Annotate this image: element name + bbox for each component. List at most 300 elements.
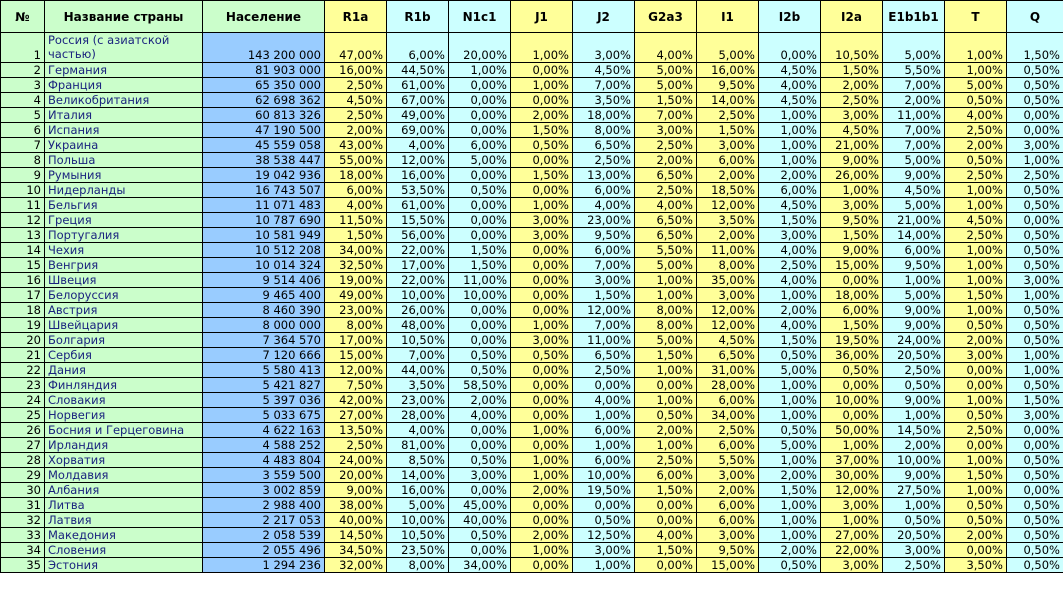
cell-i2a[interactable]: 3,00% <box>821 108 883 123</box>
cell-r1a[interactable]: 42,00% <box>325 393 387 408</box>
cell-i2a[interactable]: 9,00% <box>821 153 883 168</box>
cell-t[interactable]: 2,50% <box>945 423 1007 438</box>
cell-j2[interactable]: 1,00% <box>573 558 635 573</box>
cell-i1[interactable]: 12,00% <box>697 318 759 333</box>
cell-j1[interactable]: 3,00% <box>511 333 573 348</box>
cell-i2b[interactable]: 1,00% <box>759 378 821 393</box>
cell-n1c1[interactable]: 0,00% <box>449 303 511 318</box>
cell-number[interactable]: 31 <box>1 498 45 513</box>
cell-n1c1[interactable]: 10,00% <box>449 288 511 303</box>
cell-country[interactable]: Молдавия <box>45 468 203 483</box>
cell-e1b1b1[interactable]: 6,00% <box>883 243 945 258</box>
cell-country[interactable]: Белоруссия <box>45 288 203 303</box>
cell-i1[interactable]: 9,50% <box>697 78 759 93</box>
cell-r1b[interactable]: 23,00% <box>387 393 449 408</box>
cell-j2[interactable]: 11,00% <box>573 333 635 348</box>
cell-i2a[interactable]: 19,50% <box>821 333 883 348</box>
cell-n1c1[interactable]: 0,00% <box>449 483 511 498</box>
cell-g2a3[interactable]: 5,00% <box>635 63 697 78</box>
cell-j1[interactable]: 0,00% <box>511 183 573 198</box>
cell-e1b1b1[interactable]: 7,00% <box>883 138 945 153</box>
cell-j2[interactable]: 3,00% <box>573 33 635 63</box>
header-cell-population[interactable]: Население <box>203 1 325 33</box>
cell-r1a[interactable]: 49,00% <box>325 288 387 303</box>
cell-population[interactable]: 7 364 570 <box>203 333 325 348</box>
cell-country[interactable]: Сербия <box>45 348 203 363</box>
cell-i2a[interactable]: 27,00% <box>821 528 883 543</box>
cell-r1a[interactable]: 4,50% <box>325 93 387 108</box>
cell-n1c1[interactable]: 0,00% <box>449 93 511 108</box>
cell-j1[interactable]: 0,50% <box>511 138 573 153</box>
header-cell-i2a[interactable]: I2a <box>821 1 883 33</box>
cell-j2[interactable]: 23,00% <box>573 213 635 228</box>
header-cell-t[interactable]: T <box>945 1 1007 33</box>
cell-population[interactable]: 3 559 500 <box>203 468 325 483</box>
cell-population[interactable]: 5 397 036 <box>203 393 325 408</box>
cell-r1a[interactable]: 11,50% <box>325 213 387 228</box>
cell-i2b[interactable]: 4,00% <box>759 318 821 333</box>
cell-population[interactable]: 8 460 390 <box>203 303 325 318</box>
cell-population[interactable]: 65 350 000 <box>203 78 325 93</box>
cell-country[interactable]: Испания <box>45 123 203 138</box>
cell-j2[interactable]: 1,50% <box>573 288 635 303</box>
cell-t[interactable]: 2,00% <box>945 528 1007 543</box>
cell-population[interactable]: 3 002 859 <box>203 483 325 498</box>
cell-r1b[interactable]: 10,50% <box>387 528 449 543</box>
cell-g2a3[interactable]: 0,50% <box>635 408 697 423</box>
cell-r1b[interactable]: 22,00% <box>387 273 449 288</box>
cell-q[interactable]: 0,50% <box>1007 63 1063 78</box>
cell-country[interactable]: Дания <box>45 363 203 378</box>
cell-i1[interactable]: 2,00% <box>697 168 759 183</box>
cell-i1[interactable]: 16,00% <box>697 63 759 78</box>
cell-r1a[interactable]: 7,50% <box>325 378 387 393</box>
cell-i1[interactable]: 6,50% <box>697 348 759 363</box>
cell-n1c1[interactable]: 45,00% <box>449 498 511 513</box>
cell-g2a3[interactable]: 0,00% <box>635 558 697 573</box>
cell-i2b[interactable]: 4,50% <box>759 198 821 213</box>
cell-j1[interactable]: 0,00% <box>511 288 573 303</box>
cell-population[interactable]: 5 033 675 <box>203 408 325 423</box>
cell-i1[interactable]: 8,00% <box>697 258 759 273</box>
cell-i2a[interactable]: 1,00% <box>821 438 883 453</box>
cell-r1a[interactable]: 2,50% <box>325 78 387 93</box>
cell-j1[interactable]: 3,00% <box>511 228 573 243</box>
cell-n1c1[interactable]: 0,50% <box>449 453 511 468</box>
cell-number[interactable]: 15 <box>1 258 45 273</box>
cell-q[interactable]: 1,50% <box>1007 393 1063 408</box>
cell-r1a[interactable]: 2,00% <box>325 123 387 138</box>
cell-country[interactable]: Германия <box>45 63 203 78</box>
cell-t[interactable]: 0,50% <box>945 93 1007 108</box>
cell-t[interactable]: 1,00% <box>945 243 1007 258</box>
cell-e1b1b1[interactable]: 20,50% <box>883 348 945 363</box>
cell-j2[interactable]: 7,00% <box>573 78 635 93</box>
cell-country[interactable]: Россия (с азиатской частью) <box>45 33 203 63</box>
cell-t[interactable]: 0,00% <box>945 543 1007 558</box>
cell-i1[interactable]: 11,00% <box>697 243 759 258</box>
cell-i1[interactable]: 5,50% <box>697 453 759 468</box>
cell-i2b[interactable]: 1,00% <box>759 408 821 423</box>
cell-i1[interactable]: 6,00% <box>697 513 759 528</box>
cell-number[interactable]: 22 <box>1 363 45 378</box>
cell-j1[interactable]: 0,00% <box>511 378 573 393</box>
cell-r1b[interactable]: 5,00% <box>387 498 449 513</box>
cell-population[interactable]: 9 465 400 <box>203 288 325 303</box>
cell-number[interactable]: 35 <box>1 558 45 573</box>
cell-r1b[interactable]: 10,00% <box>387 288 449 303</box>
cell-country[interactable]: Франция <box>45 78 203 93</box>
header-cell-j2[interactable]: J2 <box>573 1 635 33</box>
cell-e1b1b1[interactable]: 9,00% <box>883 303 945 318</box>
cell-r1a[interactable]: 16,00% <box>325 63 387 78</box>
cell-i2b[interactable]: 4,50% <box>759 63 821 78</box>
cell-r1b[interactable]: 3,50% <box>387 378 449 393</box>
cell-r1b[interactable]: 14,00% <box>387 468 449 483</box>
cell-number[interactable]: 26 <box>1 423 45 438</box>
cell-j2[interactable]: 2,50% <box>573 153 635 168</box>
cell-q[interactable]: 0,00% <box>1007 423 1063 438</box>
cell-g2a3[interactable]: 7,00% <box>635 108 697 123</box>
cell-r1b[interactable]: 4,00% <box>387 138 449 153</box>
cell-q[interactable]: 0,50% <box>1007 243 1063 258</box>
cell-country[interactable]: Греция <box>45 213 203 228</box>
cell-country[interactable]: Италия <box>45 108 203 123</box>
cell-j2[interactable]: 3,50% <box>573 93 635 108</box>
cell-r1b[interactable]: 69,00% <box>387 123 449 138</box>
cell-e1b1b1[interactable]: 5,00% <box>883 288 945 303</box>
cell-number[interactable]: 20 <box>1 333 45 348</box>
cell-j1[interactable]: 0,00% <box>511 438 573 453</box>
cell-e1b1b1[interactable]: 9,50% <box>883 258 945 273</box>
cell-e1b1b1[interactable]: 7,00% <box>883 78 945 93</box>
cell-population[interactable]: 4 483 804 <box>203 453 325 468</box>
cell-q[interactable]: 0,50% <box>1007 333 1063 348</box>
cell-i1[interactable]: 2,00% <box>697 483 759 498</box>
cell-e1b1b1[interactable]: 5,00% <box>883 153 945 168</box>
cell-i2b[interactable]: 2,00% <box>759 468 821 483</box>
cell-country[interactable]: Польша <box>45 153 203 168</box>
cell-e1b1b1[interactable]: 2,50% <box>883 363 945 378</box>
cell-country[interactable]: Словения <box>45 543 203 558</box>
cell-g2a3[interactable]: 6,50% <box>635 228 697 243</box>
cell-t[interactable]: 1,00% <box>945 33 1007 63</box>
cell-q[interactable]: 0,50% <box>1007 78 1063 93</box>
cell-number[interactable]: 34 <box>1 543 45 558</box>
cell-country[interactable]: Хорватия <box>45 453 203 468</box>
cell-q[interactable]: 0,50% <box>1007 498 1063 513</box>
cell-r1a[interactable]: 8,00% <box>325 318 387 333</box>
cell-q[interactable]: 1,00% <box>1007 153 1063 168</box>
cell-r1a[interactable]: 19,00% <box>325 273 387 288</box>
cell-q[interactable]: 0,50% <box>1007 198 1063 213</box>
cell-g2a3[interactable]: 6,50% <box>635 168 697 183</box>
cell-n1c1[interactable]: 0,50% <box>449 363 511 378</box>
cell-i2b[interactable]: 1,50% <box>759 483 821 498</box>
cell-r1a[interactable]: 14,50% <box>325 528 387 543</box>
cell-r1b[interactable]: 61,00% <box>387 78 449 93</box>
cell-g2a3[interactable]: 1,50% <box>635 93 697 108</box>
cell-population[interactable]: 2 058 539 <box>203 528 325 543</box>
cell-number[interactable]: 10 <box>1 183 45 198</box>
cell-n1c1[interactable]: 0,00% <box>449 168 511 183</box>
cell-j1[interactable]: 1,00% <box>511 468 573 483</box>
cell-number[interactable]: 1 <box>1 33 45 63</box>
cell-j1[interactable]: 0,00% <box>511 258 573 273</box>
cell-j1[interactable]: 1,00% <box>511 198 573 213</box>
cell-q[interactable]: 0,50% <box>1007 303 1063 318</box>
cell-population[interactable]: 1 294 236 <box>203 558 325 573</box>
cell-i2b[interactable]: 1,00% <box>759 453 821 468</box>
cell-t[interactable]: 0,00% <box>945 438 1007 453</box>
cell-population[interactable]: 5 421 827 <box>203 378 325 393</box>
cell-r1a[interactable]: 32,00% <box>325 558 387 573</box>
cell-g2a3[interactable]: 1,00% <box>635 273 697 288</box>
cell-t[interactable]: 2,00% <box>945 138 1007 153</box>
cell-population[interactable]: 2 055 496 <box>203 543 325 558</box>
cell-i1[interactable]: 4,50% <box>697 333 759 348</box>
cell-r1b[interactable]: 10,00% <box>387 513 449 528</box>
cell-i2b[interactable]: 2,00% <box>759 303 821 318</box>
cell-i2a[interactable]: 0,00% <box>821 408 883 423</box>
cell-r1b[interactable]: 44,50% <box>387 63 449 78</box>
cell-r1b[interactable]: 17,00% <box>387 258 449 273</box>
cell-q[interactable]: 1,00% <box>1007 363 1063 378</box>
cell-t[interactable]: 0,50% <box>945 498 1007 513</box>
cell-j1[interactable]: 0,00% <box>511 408 573 423</box>
cell-i2b[interactable]: 3,00% <box>759 228 821 243</box>
cell-j2[interactable]: 6,00% <box>573 423 635 438</box>
cell-r1a[interactable]: 12,00% <box>325 363 387 378</box>
cell-e1b1b1[interactable]: 5,00% <box>883 198 945 213</box>
cell-e1b1b1[interactable]: 5,50% <box>883 63 945 78</box>
cell-j1[interactable]: 0,00% <box>511 273 573 288</box>
cell-i2b[interactable]: 1,00% <box>759 288 821 303</box>
cell-j2[interactable]: 10,00% <box>573 468 635 483</box>
cell-population[interactable]: 5 580 413 <box>203 363 325 378</box>
cell-j2[interactable]: 2,50% <box>573 363 635 378</box>
header-cell-e1b1b1[interactable]: E1b1b1 <box>883 1 945 33</box>
cell-g2a3[interactable]: 6,50% <box>635 213 697 228</box>
cell-j1[interactable]: 1,00% <box>511 453 573 468</box>
cell-g2a3[interactable]: 2,00% <box>635 153 697 168</box>
cell-q[interactable]: 0,00% <box>1007 483 1063 498</box>
cell-population[interactable]: 16 743 507 <box>203 183 325 198</box>
cell-i2a[interactable]: 4,50% <box>821 123 883 138</box>
cell-population[interactable]: 45 559 058 <box>203 138 325 153</box>
cell-country[interactable]: Латвия <box>45 513 203 528</box>
cell-r1b[interactable]: 26,00% <box>387 303 449 318</box>
cell-i2a[interactable]: 10,50% <box>821 33 883 63</box>
cell-i2b[interactable]: 1,00% <box>759 153 821 168</box>
cell-population[interactable]: 10 014 324 <box>203 258 325 273</box>
cell-t[interactable]: 3,50% <box>945 558 1007 573</box>
cell-i2a[interactable]: 2,00% <box>821 78 883 93</box>
cell-i2b[interactable]: 4,00% <box>759 78 821 93</box>
cell-t[interactable]: 1,00% <box>945 483 1007 498</box>
cell-i2a[interactable]: 3,00% <box>821 198 883 213</box>
cell-j2[interactable]: 4,50% <box>573 63 635 78</box>
cell-q[interactable]: 1,00% <box>1007 288 1063 303</box>
cell-population[interactable]: 38 538 447 <box>203 153 325 168</box>
cell-country[interactable]: Украина <box>45 138 203 153</box>
cell-r1a[interactable]: 2,50% <box>325 438 387 453</box>
cell-j1[interactable]: 0,00% <box>511 63 573 78</box>
cell-number[interactable]: 19 <box>1 318 45 333</box>
cell-r1a[interactable]: 13,50% <box>325 423 387 438</box>
cell-q[interactable]: 0,00% <box>1007 213 1063 228</box>
cell-i1[interactable]: 2,50% <box>697 423 759 438</box>
cell-country[interactable]: Норвегия <box>45 408 203 423</box>
cell-number[interactable]: 3 <box>1 78 45 93</box>
cell-i1[interactable]: 15,00% <box>697 558 759 573</box>
cell-r1b[interactable]: 12,00% <box>387 153 449 168</box>
cell-country[interactable]: Словакия <box>45 393 203 408</box>
cell-i1[interactable]: 9,50% <box>697 543 759 558</box>
cell-country[interactable]: Македония <box>45 528 203 543</box>
cell-n1c1[interactable]: 3,00% <box>449 468 511 483</box>
cell-r1b[interactable]: 15,50% <box>387 213 449 228</box>
cell-j2[interactable]: 13,00% <box>573 168 635 183</box>
cell-i2b[interactable]: 4,00% <box>759 273 821 288</box>
cell-r1a[interactable]: 4,00% <box>325 198 387 213</box>
cell-j1[interactable]: 0,00% <box>511 303 573 318</box>
cell-q[interactable]: 0,00% <box>1007 108 1063 123</box>
cell-number[interactable]: 5 <box>1 108 45 123</box>
cell-i2a[interactable]: 0,00% <box>821 273 883 288</box>
cell-i2a[interactable]: 3,00% <box>821 498 883 513</box>
cell-e1b1b1[interactable]: 9,00% <box>883 318 945 333</box>
cell-i1[interactable]: 14,00% <box>697 93 759 108</box>
cell-n1c1[interactable]: 5,00% <box>449 153 511 168</box>
cell-q[interactable]: 3,00% <box>1007 273 1063 288</box>
cell-t[interactable]: 0,00% <box>945 378 1007 393</box>
cell-r1b[interactable]: 48,00% <box>387 318 449 333</box>
cell-i2a[interactable]: 50,00% <box>821 423 883 438</box>
header-cell-r1b[interactable]: R1b <box>387 1 449 33</box>
header-cell-country[interactable]: Название страны <box>45 1 203 33</box>
cell-q[interactable]: 3,00% <box>1007 138 1063 153</box>
cell-i2b[interactable]: 1,00% <box>759 393 821 408</box>
cell-j1[interactable]: 1,00% <box>511 318 573 333</box>
cell-j1[interactable]: 2,00% <box>511 108 573 123</box>
cell-i2a[interactable]: 1,00% <box>821 513 883 528</box>
cell-country[interactable]: Швеция <box>45 273 203 288</box>
cell-i2a[interactable]: 2,50% <box>821 93 883 108</box>
cell-g2a3[interactable]: 6,00% <box>635 468 697 483</box>
cell-n1c1[interactable]: 1,50% <box>449 243 511 258</box>
cell-j1[interactable]: 1,00% <box>511 543 573 558</box>
cell-i2b[interactable]: 0,50% <box>759 348 821 363</box>
cell-j2[interactable]: 6,50% <box>573 348 635 363</box>
cell-i2a[interactable]: 26,00% <box>821 168 883 183</box>
cell-e1b1b1[interactable]: 4,50% <box>883 183 945 198</box>
cell-r1b[interactable]: 81,00% <box>387 438 449 453</box>
cell-e1b1b1[interactable]: 9,00% <box>883 168 945 183</box>
cell-t[interactable]: 4,00% <box>945 108 1007 123</box>
cell-t[interactable]: 0,50% <box>945 408 1007 423</box>
cell-r1b[interactable]: 67,00% <box>387 93 449 108</box>
cell-t[interactable]: 0,50% <box>945 318 1007 333</box>
cell-j1[interactable]: 0,50% <box>511 348 573 363</box>
cell-number[interactable]: 27 <box>1 438 45 453</box>
cell-population[interactable]: 47 190 500 <box>203 123 325 138</box>
cell-i1[interactable]: 3,00% <box>697 468 759 483</box>
cell-q[interactable]: 1,50% <box>1007 33 1063 63</box>
cell-e1b1b1[interactable]: 1,00% <box>883 273 945 288</box>
cell-e1b1b1[interactable]: 2,00% <box>883 93 945 108</box>
cell-n1c1[interactable]: 0,50% <box>449 348 511 363</box>
cell-j2[interactable]: 4,00% <box>573 198 635 213</box>
cell-number[interactable]: 32 <box>1 513 45 528</box>
cell-number[interactable]: 24 <box>1 393 45 408</box>
cell-population[interactable]: 10 787 690 <box>203 213 325 228</box>
cell-r1b[interactable]: 22,00% <box>387 243 449 258</box>
cell-t[interactable]: 2,50% <box>945 228 1007 243</box>
cell-g2a3[interactable]: 1,00% <box>635 363 697 378</box>
cell-i1[interactable]: 2,00% <box>697 228 759 243</box>
cell-i2a[interactable]: 0,50% <box>821 363 883 378</box>
cell-t[interactable]: 1,00% <box>945 63 1007 78</box>
cell-number[interactable]: 8 <box>1 153 45 168</box>
cell-j1[interactable]: 0,00% <box>511 393 573 408</box>
cell-j1[interactable]: 1,00% <box>511 423 573 438</box>
cell-q[interactable]: 0,50% <box>1007 318 1063 333</box>
cell-g2a3[interactable]: 3,00% <box>635 123 697 138</box>
cell-i2b[interactable]: 2,00% <box>759 543 821 558</box>
cell-r1b[interactable]: 16,00% <box>387 483 449 498</box>
cell-n1c1[interactable]: 4,00% <box>449 408 511 423</box>
cell-q[interactable]: 0,00% <box>1007 438 1063 453</box>
cell-j2[interactable]: 1,00% <box>573 408 635 423</box>
cell-i1[interactable]: 2,50% <box>697 108 759 123</box>
cell-g2a3[interactable]: 1,50% <box>635 543 697 558</box>
cell-r1a[interactable]: 43,00% <box>325 138 387 153</box>
cell-t[interactable]: 2,00% <box>945 333 1007 348</box>
cell-n1c1[interactable]: 34,00% <box>449 558 511 573</box>
cell-number[interactable]: 13 <box>1 228 45 243</box>
cell-j2[interactable]: 7,00% <box>573 258 635 273</box>
cell-j1[interactable]: 1,00% <box>511 78 573 93</box>
cell-i1[interactable]: 35,00% <box>697 273 759 288</box>
cell-t[interactable]: 1,00% <box>945 453 1007 468</box>
cell-e1b1b1[interactable]: 24,00% <box>883 333 945 348</box>
cell-j2[interactable]: 12,00% <box>573 303 635 318</box>
cell-i2a[interactable]: 6,00% <box>821 303 883 318</box>
cell-number[interactable]: 25 <box>1 408 45 423</box>
cell-r1b[interactable]: 61,00% <box>387 198 449 213</box>
cell-j1[interactable]: 0,00% <box>511 243 573 258</box>
cell-t[interactable]: 1,00% <box>945 183 1007 198</box>
cell-n1c1[interactable]: 58,50% <box>449 378 511 393</box>
cell-q[interactable]: 0,50% <box>1007 513 1063 528</box>
header-cell-q[interactable]: Q <box>1007 1 1063 33</box>
cell-r1a[interactable]: 40,00% <box>325 513 387 528</box>
cell-country[interactable]: Албания <box>45 483 203 498</box>
cell-j2[interactable]: 0,00% <box>573 498 635 513</box>
cell-q[interactable]: 3,00% <box>1007 408 1063 423</box>
cell-number[interactable]: 17 <box>1 288 45 303</box>
cell-t[interactable]: 2,50% <box>945 168 1007 183</box>
cell-t[interactable]: 2,50% <box>945 123 1007 138</box>
cell-n1c1[interactable]: 0,00% <box>449 318 511 333</box>
cell-e1b1b1[interactable]: 9,00% <box>883 468 945 483</box>
cell-e1b1b1[interactable]: 2,50% <box>883 558 945 573</box>
cell-n1c1[interactable]: 2,00% <box>449 393 511 408</box>
cell-g2a3[interactable]: 0,00% <box>635 513 697 528</box>
cell-i2a[interactable]: 0,00% <box>821 378 883 393</box>
cell-number[interactable]: 29 <box>1 468 45 483</box>
